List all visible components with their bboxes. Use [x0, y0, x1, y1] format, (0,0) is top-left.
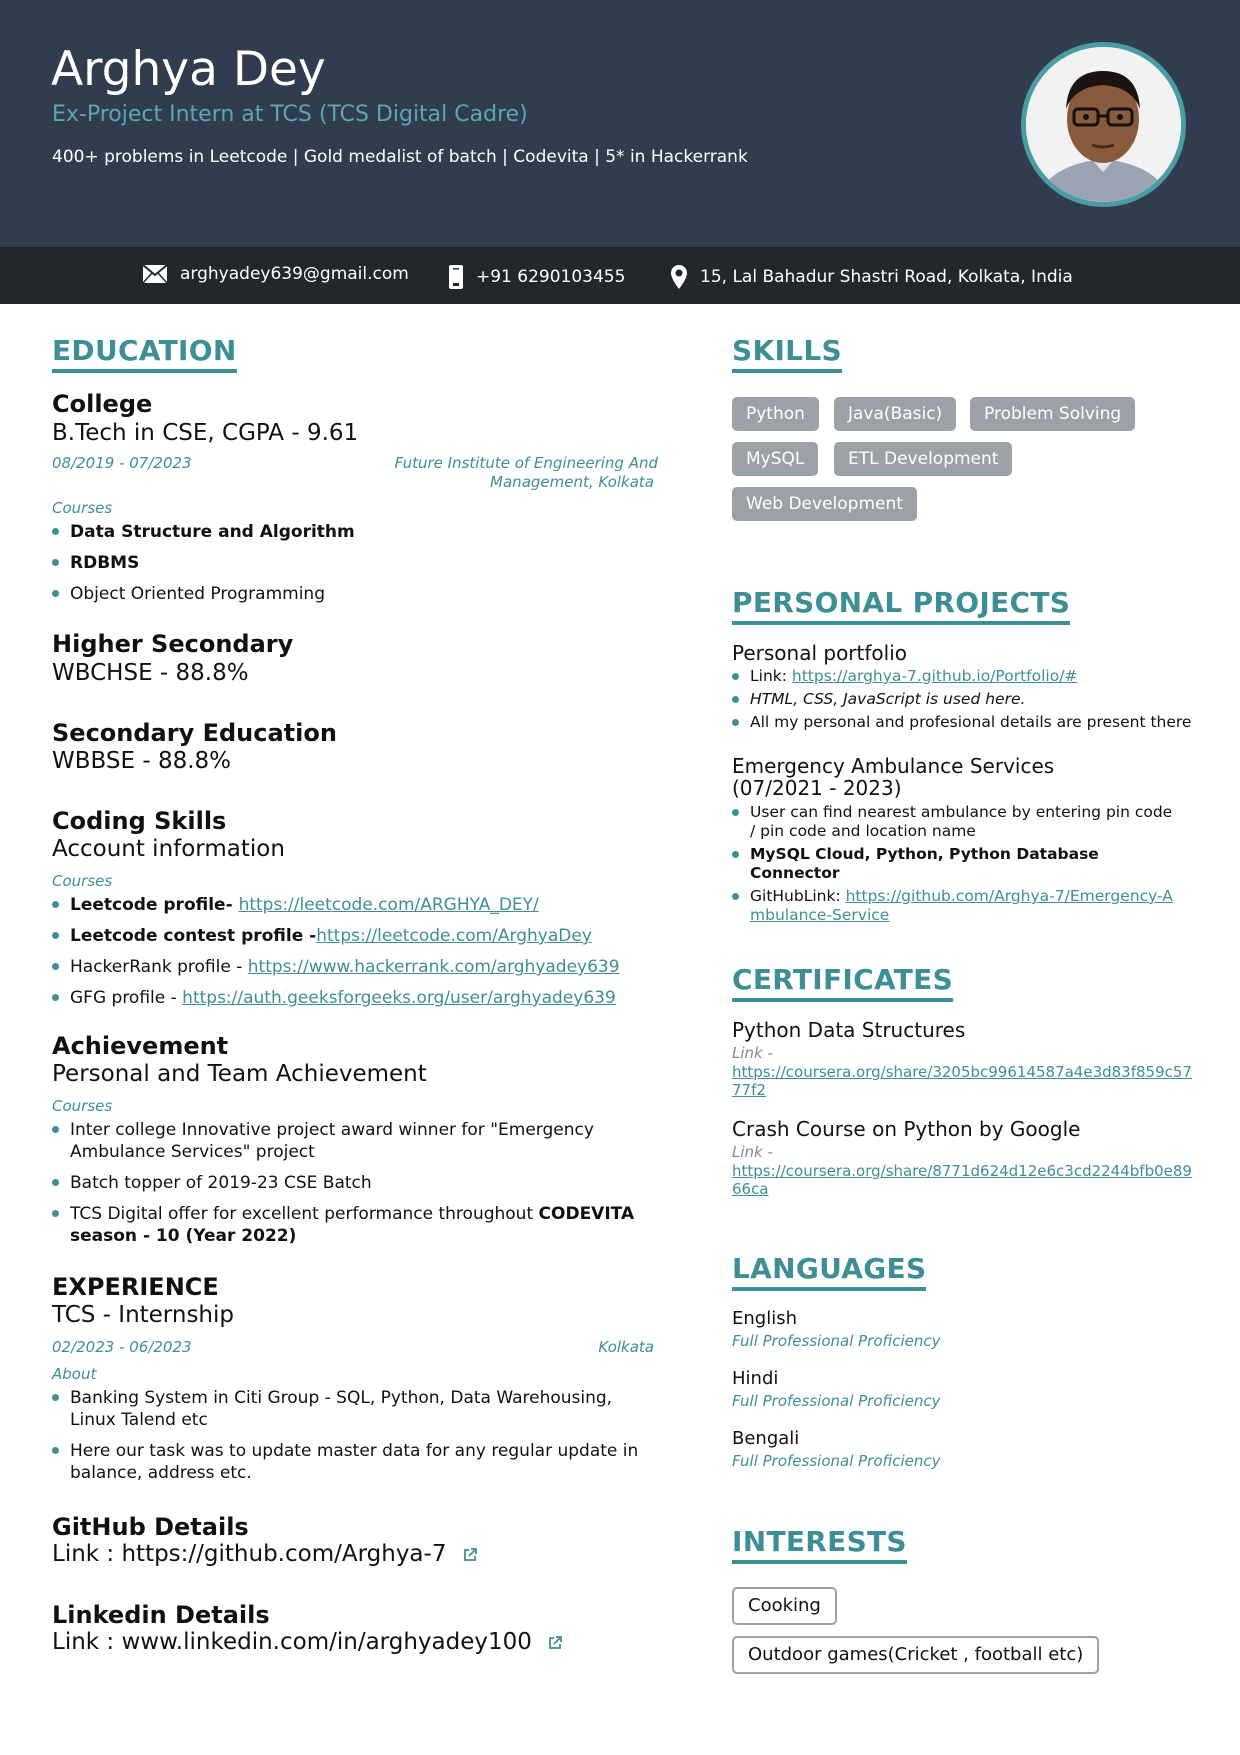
secondary-detail: WBBSE - 88.8%	[52, 748, 232, 774]
college-institution-line1: Future Institute of Engineering And	[394, 454, 658, 472]
list-item	[732, 887, 1182, 925]
language-name: Hindi	[732, 1368, 779, 1389]
language-level: Full Professional Proficiency	[732, 1452, 941, 1470]
certificate-title: Python Data Structures	[732, 1018, 966, 1042]
profile-label: Leetcode profile-	[70, 895, 239, 915]
profile-label: Leetcode contest profile -	[70, 926, 317, 946]
contact-email[interactable]	[142, 264, 409, 284]
certificates-section-title: CERTIFICATES	[732, 963, 953, 1002]
interest-tag: Outdoor games(Cricket , football etc)	[732, 1636, 1099, 1674]
achievement-subheading: Personal and Team Achievement	[52, 1061, 427, 1087]
candidate-tagline: 400+ problems in Leetcode | Gold medalist of batch | Codevita | 5* in Hackerrank	[52, 147, 748, 167]
education-section-title: EDUCATION	[52, 334, 237, 373]
avatar	[1021, 42, 1186, 207]
envelope-icon	[142, 264, 168, 284]
list-item: RDBMS	[52, 552, 652, 574]
project-details-list	[732, 667, 1202, 736]
list-item: Batch topper of 2019-23 CSE Batch	[52, 1172, 652, 1194]
skill-tag: MySQL	[732, 442, 818, 476]
interests-section-title: INTERESTS	[732, 1525, 907, 1564]
experience-role: TCS - Internship	[52, 1302, 234, 1328]
achievement-text: TCS Digital offer for excellent performance throughout	[70, 1204, 539, 1224]
github-project-link[interactable]: https://github.com/Arghya-7/Emergency-Ambulance-Service	[750, 887, 1173, 924]
project-title: Emergency Ambulance Services	[732, 754, 1055, 778]
candidate-name: Arghya Dey	[51, 42, 326, 97]
leetcode-contest-link[interactable]: https://leetcode.com/ArghyaDey	[316, 926, 592, 946]
achievement-list	[52, 1119, 652, 1256]
college-dates: 08/2019 - 07/2023	[52, 454, 192, 472]
leetcode-profile-link[interactable]: https://leetcode.com/ARGHYA_DEY/	[238, 895, 539, 915]
list-item: Banking System in Citi Group - SQL, Python, Data Warehousing, Linux Talend etc	[52, 1387, 662, 1431]
hackerrank-profile-link[interactable]: https://www.hackerrank.com/arghyadey639	[247, 957, 620, 977]
contact-address	[670, 264, 1073, 290]
skill-tag: Java(Basic)	[834, 397, 956, 431]
skills-section-title: SKILLS	[732, 334, 842, 373]
list-item	[52, 987, 672, 1009]
profile-label: HackerRank profile -	[70, 957, 248, 977]
certificate-link[interactable]: https://coursera.org/share/3205bc99614587a4e3d83f859c5777f2	[732, 1063, 1192, 1099]
profile-photo	[1026, 47, 1181, 202]
certificate-title: Crash Course on Python by Google	[732, 1117, 1081, 1141]
github-heading: GitHub Details	[52, 1513, 249, 1541]
experience-location: Kolkata	[598, 1338, 654, 1356]
certificate-link[interactable]: https://coursera.org/share/8771d624d12e6c3cd2244bfb0e8966ca	[732, 1162, 1192, 1198]
portfolio-link[interactable]: https://arghya-7.github.io/Portfolio/#	[791, 667, 1078, 685]
skill-tag: Python	[732, 397, 819, 431]
list-item: User can find nearest ambulance by entering pin code / pin code and location name	[732, 803, 1182, 841]
higher-secondary-heading: Higher Secondary	[52, 630, 294, 658]
list-item: All my personal and profesional details are present there	[732, 713, 1202, 732]
resume-header	[0, 0, 1240, 247]
phone-text: +91 6290103455	[476, 267, 626, 287]
linkedin-link-row[interactable]	[52, 1629, 563, 1655]
gfg-profile-link[interactable]: https://auth.geeksforgeeks.org/user/arghyadey639	[182, 988, 616, 1008]
contact-bar	[0, 247, 1240, 304]
profile-label: GFG profile -	[70, 988, 183, 1008]
coding-courses-label: Courses	[52, 872, 113, 890]
interest-tag: Cooking	[732, 1587, 837, 1625]
location-pin-icon	[670, 264, 688, 290]
list-item: Inter college Innovative project award winner for "Emergency Ambulance Services" project	[52, 1119, 652, 1163]
college-institution-line2: Management, Kolkata	[490, 473, 654, 491]
higher-secondary-detail: WBCHSE - 88.8%	[52, 660, 249, 686]
experience-heading: EXPERIENCE	[52, 1273, 219, 1301]
language-name: Bengali	[732, 1428, 800, 1449]
external-link-icon[interactable]	[547, 1635, 563, 1651]
coding-profiles-list	[52, 894, 672, 1018]
list-item	[52, 894, 672, 916]
language-level: Full Professional Proficiency	[732, 1332, 941, 1350]
list-item	[52, 925, 672, 947]
github-link[interactable]: Link : https://github.com/Arghya-7	[52, 1541, 447, 1567]
email-text: arghyadey639@gmail.com	[180, 264, 409, 284]
project-title: Personal portfolio	[732, 641, 907, 665]
external-link-icon[interactable]	[462, 1547, 478, 1563]
github-link-row[interactable]	[52, 1541, 478, 1567]
language-level: Full Professional Proficiency	[732, 1392, 941, 1410]
skill-tag: Web Development	[732, 487, 917, 521]
college-courses-list	[52, 521, 652, 614]
list-item: HTML, CSS, JavaScript is used here.	[732, 690, 1202, 709]
project-link-label: Link:	[750, 667, 792, 685]
list-item: Here our task was to update master data for any regular update in balance, address etc.	[52, 1440, 662, 1484]
mobile-phone-icon	[448, 264, 464, 290]
address-text: 15, Lal Bahadur Shastri Road, Kolkata, India	[700, 267, 1073, 287]
achievement-bold-text: CODEVITA season - 10 (Year 2022)	[70, 1204, 635, 1246]
linkedin-link[interactable]: Link : www.linkedin.com/in/arghyadey100	[52, 1629, 532, 1655]
secondary-heading: Secondary Education	[52, 719, 337, 747]
college-degree: B.Tech in CSE, CGPA - 9.61	[52, 420, 359, 446]
list-item: MySQL Cloud, Python, Python Database Connector	[732, 845, 1182, 883]
project-details-list	[732, 803, 1182, 929]
certificate-link-label: Link -	[732, 1143, 773, 1161]
projects-section-title: PERSONAL PROJECTS	[732, 586, 1070, 625]
experience-dates: 02/2023 - 06/2023	[52, 1338, 192, 1356]
experience-about-label: About	[52, 1365, 97, 1383]
college-heading: College	[52, 390, 153, 418]
certificate-link-label: Link -	[732, 1044, 773, 1062]
list-item	[52, 956, 672, 978]
college-courses-label: Courses	[52, 499, 113, 517]
coding-skills-subheading: Account information	[52, 836, 285, 862]
linkedin-heading: Linkedin Details	[52, 1601, 270, 1629]
contact-phone[interactable]	[448, 264, 625, 290]
achievement-courses-label: Courses	[52, 1097, 113, 1115]
project-link-label: GitHubLink:	[750, 887, 846, 905]
coding-skills-heading: Coding Skills	[52, 807, 227, 835]
skill-tag: ETL Development	[834, 442, 1012, 476]
language-name: English	[732, 1308, 797, 1329]
project-dates: (07/2021 - 2023)	[732, 776, 902, 800]
languages-section-title: LANGUAGES	[732, 1252, 926, 1291]
list-item	[732, 667, 1202, 686]
list-item: Object Oriented Programming	[52, 583, 652, 605]
list-item	[52, 1203, 652, 1247]
candidate-subtitle: Ex-Project Intern at TCS (TCS Digital Cadre)	[52, 102, 528, 127]
experience-list	[52, 1387, 662, 1493]
skill-tag: Problem Solving	[970, 397, 1135, 431]
list-item: Data Structure and Algorithm	[52, 521, 652, 543]
achievement-heading: Achievement	[52, 1032, 229, 1060]
